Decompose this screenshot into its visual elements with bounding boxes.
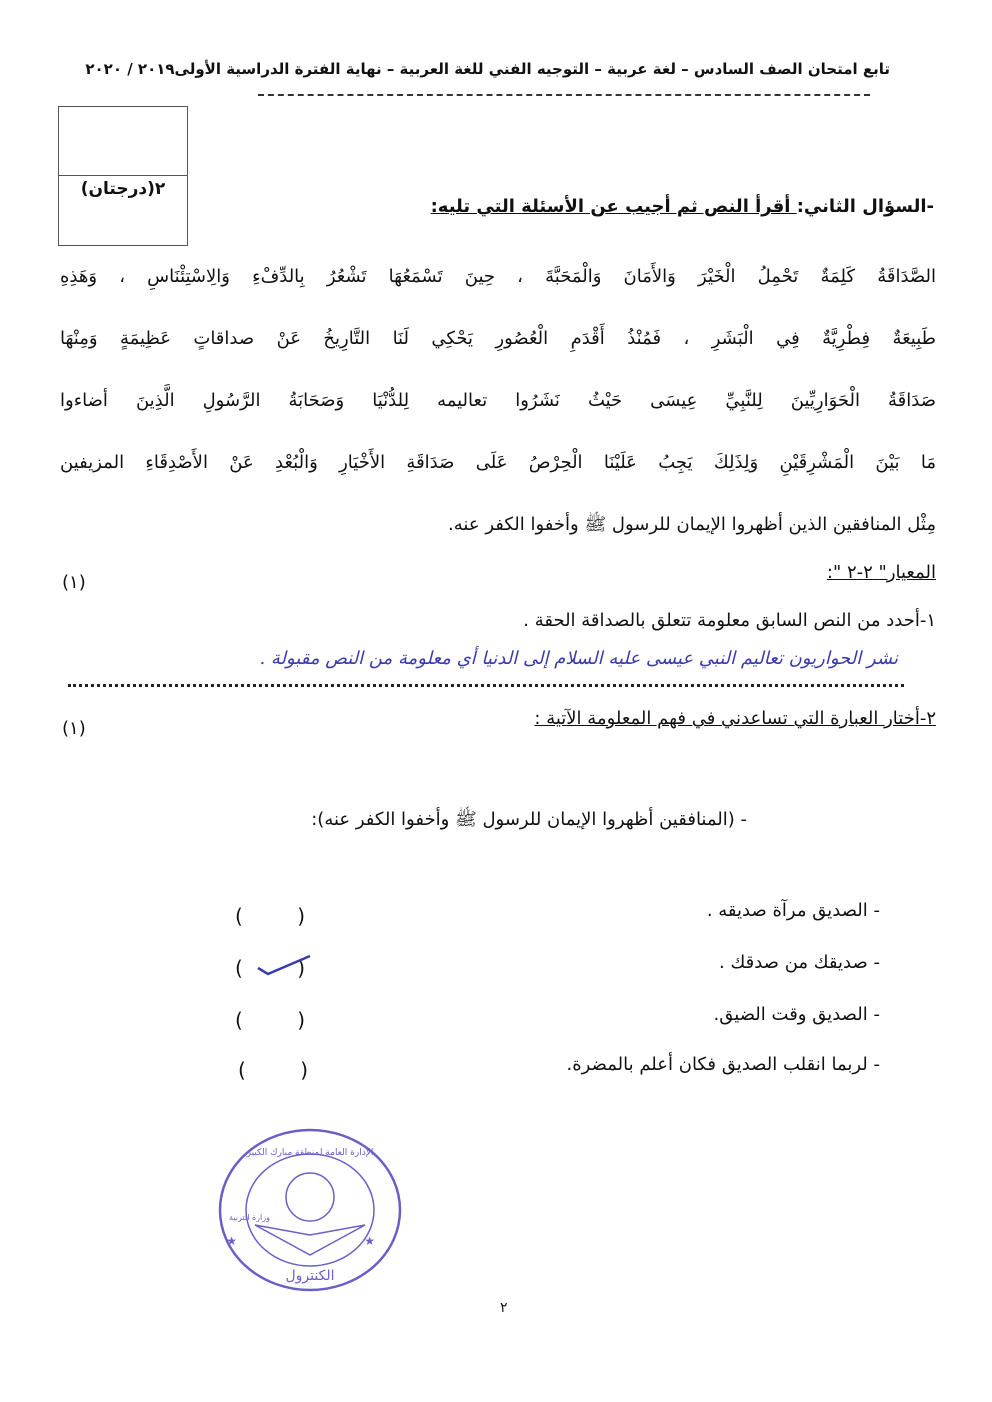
q2-quote: - (المنافقين أظهروا الإيمان للرسول ﷺ وأخفوا الكفر عنه): xyxy=(311,809,747,830)
option-4-checkbox[interactable] xyxy=(238,1058,308,1082)
paren-close: ) xyxy=(297,904,305,928)
option-1-checkbox[interactable] xyxy=(235,904,305,928)
passage-line: الصَّدَاقَةُ كَلِمَةٌ تَحْمِلُ الْخَيْرَ وَالأَمَانَ وَالْمَحَبَّةَ ، حِينَ تَسْمَعُهَا تَشْعُرُ بِالدِّفْءِ وَالِاسْتِئْنَاسِ ، وَهَذِهِ xyxy=(60,266,936,287)
passage-line: مَا بَيْنَ الْمَشْرِقَيْنِ وَلِذَلِكَ يَجِبُ عَلَيْنَا الْحِرْصُ عَلَى صَدَاقَةِ الأَخْيَارِ وَالْبُعْدِ عَنْ الأَصْدِقَاءِ المزيفين xyxy=(60,452,936,473)
option-1-text: - الصديق مرآة صديقه . xyxy=(706,900,880,921)
paren-open: ( xyxy=(235,904,243,928)
option-3-text: - الصديق وقت الضيق. xyxy=(713,1004,880,1025)
svg-text:★: ★ xyxy=(226,1234,237,1248)
passage xyxy=(60,246,936,556)
paren-close: ) xyxy=(300,1058,308,1082)
grade-box-divider xyxy=(59,175,187,176)
grade-box-label: ٢(درجتان) xyxy=(80,179,166,199)
q2-mark: (١) xyxy=(62,718,86,739)
paren-open: ( xyxy=(235,1008,243,1032)
answer-dotted-line xyxy=(68,684,904,687)
paren-open: ( xyxy=(238,1058,246,1082)
passage-line: طَبِيعَةٌ فِطْرِيَّةٌ فِي الْبَشَرِ ، فَمُنْذُ أَقْدَمِ الْعُصُورِ يَحْكِي لَنَا التَّارِيخُ عَنْ صداقاتٍ عَظِيمَةٍ وَمِنْهَا xyxy=(60,328,936,349)
option-2-text: - صديقك من صدقك . xyxy=(719,952,880,973)
svg-text:الإدارة العامة لمنطقة مبارك ال: الإدارة العامة لمنطقة مبارك الكبير xyxy=(246,1148,374,1158)
svg-text:★: ★ xyxy=(364,1234,375,1248)
option-4-text: - لربما انقلب الصديق فكان أعلم بالمضرة. xyxy=(566,1054,880,1075)
checkmark-icon xyxy=(256,954,312,980)
q1-text: ١-أحدد من النص السابق معلومة تتعلق بالصداقة الحقة . xyxy=(523,610,936,631)
passage-line: صَدَاقَةُ الْحَوَارِيِّينَ لِلنَّبِيِّ عِيسَى حَيْثُ نَشَرُوا تعاليمه لِلدُّنْيَا وَصَحَابَةُ الرَّسُولِ الَّذِينَ أضاءوا xyxy=(60,390,936,411)
paren-open: ( xyxy=(235,956,243,980)
paren-close: ) xyxy=(297,1008,305,1032)
q2-text: ٢-أختار العبارة التي تساعدني في فهم المعلومة الآتية : xyxy=(534,708,936,729)
official-stamp xyxy=(215,1125,405,1295)
svg-text:وزارة التربية: وزارة التربية xyxy=(229,1213,270,1222)
question-prefix: -السؤال الثاني: xyxy=(796,196,934,217)
grade-box xyxy=(58,106,188,246)
svg-text:الكنترول: الكنترول xyxy=(285,1268,335,1284)
q1-mark: (١) xyxy=(62,572,86,593)
standard-label: المعيار" ٢-٢ ": xyxy=(826,562,936,583)
page-number: ٢ xyxy=(500,1300,508,1316)
question-text: أقرأ النص ثم أجيب عن الأسئلة التي تليه: xyxy=(430,196,797,217)
passage-line: مِثْل المنافقين الذين أظهروا الإيمان للرسول ﷺ وأخفوا الكفر عنه. xyxy=(448,514,936,535)
page-header: تابع امتحان الصف السادس – لغة عربية – التوجيه الفني للغة العربية – نهاية الفترة الدراسية الأولى٢٠١٩ / ٢٠٢٠ xyxy=(85,60,890,78)
header-divider xyxy=(258,94,870,96)
q1-handwritten-answer: نشر الحواريون تعاليم النبي عيسى عليه السلام إلى الدنيا أي معلومة من النص مقبولة . xyxy=(259,648,898,669)
paren-close: ) xyxy=(297,956,305,980)
option-3-checkbox[interactable] xyxy=(235,1008,305,1032)
question-title xyxy=(431,196,934,217)
